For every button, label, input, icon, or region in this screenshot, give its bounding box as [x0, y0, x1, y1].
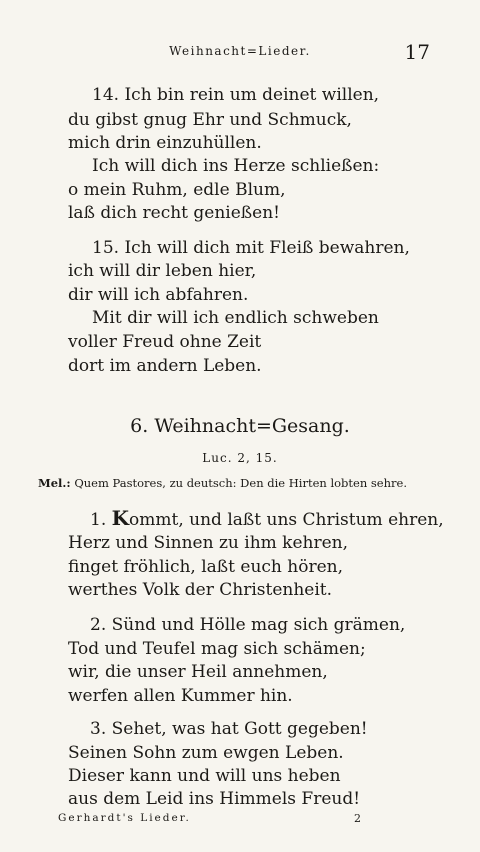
stanza-line: Ich will dich mit Fleiß bewahren,: [124, 238, 410, 258]
scripture-reference: Luc. 2, 15.: [202, 451, 278, 465]
melody-note: [38, 476, 407, 490]
stanza-line: voller Freud ohne Zeit: [68, 332, 262, 352]
verse-line: Tod und Teufel mag sich schämen;: [68, 639, 366, 659]
verse-line: werfen allen Kummer hin.: [68, 686, 293, 706]
stanza-line: du gibst gnug Ehr und Schmuck,: [68, 110, 352, 130]
running-head: Weihnacht=Lieder.: [169, 44, 311, 58]
verse-3-line-1: [90, 717, 368, 741]
stanza-number: 15.: [92, 238, 120, 258]
verse-line: Seinen Sohn zum ewgen Leben.: [68, 743, 344, 763]
melody-label: Mel.:: [38, 476, 71, 490]
verse-line: Sünd und Hölle mag sich grämen,: [111, 615, 406, 635]
verse-line: Sehet, was hat Gott gegeben!: [111, 719, 368, 739]
verse-line: ommt, und laßt uns Christum ehren,: [129, 510, 444, 530]
verse-number: 1.: [90, 510, 107, 530]
stanza-15-line-1: [92, 236, 410, 260]
verse-line: Herz und Sinnen zu ihm kehren,: [68, 533, 349, 553]
verse-number: 2.: [90, 615, 107, 635]
hymn-title: 6. Weihnacht=Gesang.: [130, 415, 350, 437]
verse-line: werthes Volk der Christenheit.: [68, 580, 333, 600]
verse-2-line-1: [90, 613, 405, 637]
page-number: 17: [404, 40, 430, 64]
verse-line: Dieser kann und will uns heben: [68, 766, 341, 786]
stanza-line: Ich bin rein um deinet willen,: [124, 85, 380, 105]
stanza-line: dort im andern Leben.: [68, 356, 262, 376]
stanza-line: ich will dir leben hier,: [68, 261, 257, 281]
drop-capital: K: [111, 506, 130, 530]
stanza-line: dir will ich abfahren.: [68, 285, 249, 305]
stanza-line: mich drin einzuhüllen.: [68, 133, 262, 153]
signature-mark: Gerhardt's Lieder.: [58, 812, 191, 824]
verse-line: wir, die unser Heil annehmen,: [68, 662, 328, 682]
verse-number: 3.: [90, 719, 107, 739]
stanza-number: 14.: [92, 85, 120, 105]
verse-line: aus dem Leid ins Himmels Freud!: [68, 789, 361, 809]
stanza-line: Mit dir will ich endlich schweben: [92, 308, 379, 328]
stanza-line: o mein Ruhm, edle Blum,: [68, 180, 286, 200]
stanza-14-line-1: [92, 83, 379, 107]
stanza-line: Ich will dich ins Herze schließen:: [92, 156, 380, 176]
verse-1-line-1: [90, 506, 444, 532]
melody-text: Quem Pastores, zu deutsch: Den die Hirten lobten sehre.: [74, 476, 407, 490]
verse-line: finget fröhlich, laßt euch hören,: [68, 557, 343, 577]
sheet-number: 2: [354, 812, 361, 825]
stanza-line: laß dich recht genießen!: [68, 203, 281, 223]
